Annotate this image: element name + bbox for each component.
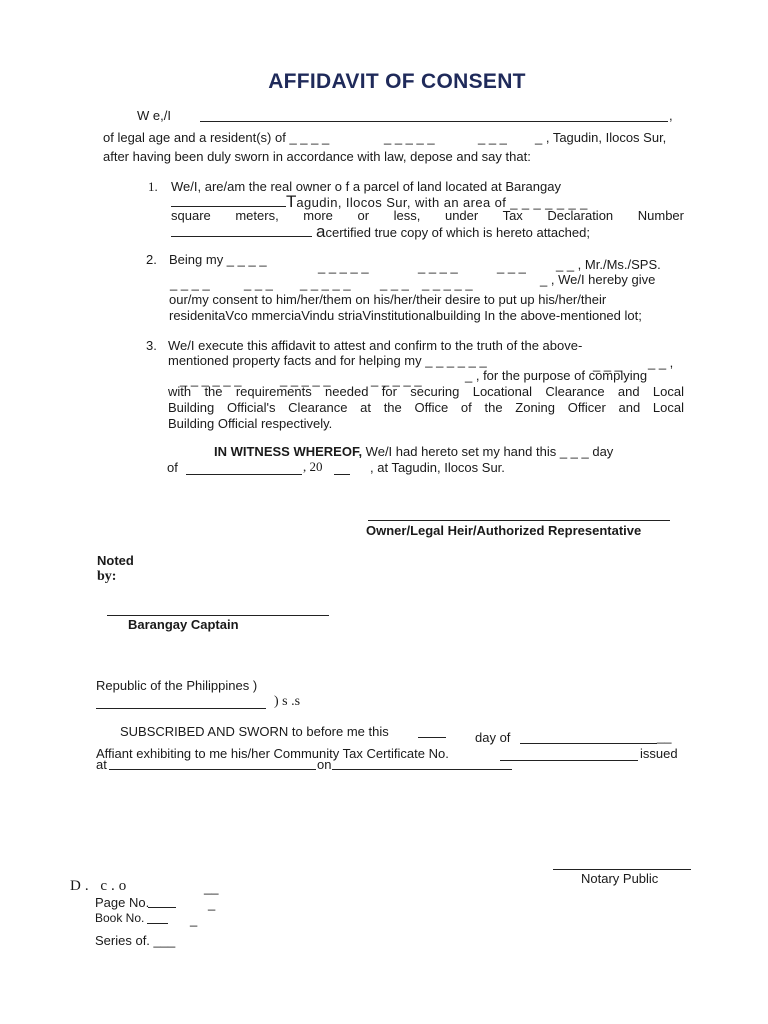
- day-of-label: day of: [475, 730, 511, 745]
- witness-year-label: , 20: [303, 459, 323, 474]
- item-1-number: 1.: [148, 179, 158, 194]
- item-2-line-1-blank-1: _ _ _ _ _: [318, 259, 369, 274]
- subscribed-day-blank-line[interactable]: [418, 737, 446, 738]
- venue-blank-line[interactable]: [96, 708, 266, 709]
- item-1-line-4: [316, 222, 590, 242]
- item-3-line-2-blank-1: _ _ _: [593, 357, 622, 372]
- series-of-label: Series of. ___: [95, 933, 176, 948]
- item-3-number: 3.: [146, 338, 157, 353]
- noted-by-label: by:: [97, 569, 117, 584]
- item-2-line-1-left: Being my _ _ _ _: [169, 252, 267, 267]
- book-no-label: Book No.: [95, 911, 145, 925]
- item-2-line-2-blank-1: _ _ _ _: [170, 276, 210, 291]
- residence-blank-2: _ _ _: [478, 130, 507, 145]
- item-2-line-4: residenitaVco mmerciaVindu striaVinstitutionalbuilding In the above-mentioned lot;: [169, 308, 642, 323]
- issued-at-blank-line[interactable]: [109, 769, 316, 770]
- item-2-line-2-blank-5: _ _ _ _ _: [422, 276, 473, 291]
- witness-of-label: of: [167, 460, 178, 475]
- witness-month-blank-line[interactable]: [186, 474, 302, 475]
- ctc-number-blank-line[interactable]: [500, 760, 638, 761]
- barangay-captain-signature-line[interactable]: [107, 615, 329, 616]
- item-1-line-3: square meters, more or less, under Tax Declaration Number: [171, 208, 684, 223]
- intro-comma: ,: [669, 108, 673, 123]
- item-3-line-2-left: mentioned property facts and for helping my _ _ _ _ _ _: [168, 353, 487, 368]
- noted-label: Noted: [97, 553, 134, 568]
- republic-label: Republic of the Philippines ): [96, 678, 258, 693]
- subscribed-month-blank-line[interactable]: [520, 743, 657, 744]
- item-1-line-2-t: T: [286, 192, 297, 211]
- residence-text-left: of legal age and a resident(s) of _ _ _ _: [103, 130, 330, 145]
- subscribed-text: SUBSCRIBED AND SWORN to before me this: [120, 724, 389, 739]
- we-i-label: W e,/I: [137, 108, 171, 123]
- barangay-blank-line[interactable]: [171, 206, 286, 207]
- item-2-line-2-blank-4: _ _ _: [380, 276, 409, 291]
- issued-on-blank-line[interactable]: [332, 769, 512, 770]
- item-3-line-3-blank-2: _ _ _ _ _: [280, 372, 331, 387]
- book-no-blank: _: [190, 912, 198, 927]
- at-label: at: [96, 757, 107, 772]
- item-3-line-1: We/I execute this affidavit to attest and confirm to the truth of the above-: [168, 338, 583, 353]
- item-2-line-1-blank-2: _ _ _ _: [418, 259, 458, 274]
- page-no-blank-line[interactable]: [148, 907, 176, 908]
- witness-line-1: [214, 444, 613, 459]
- name-blank-line[interactable]: [200, 121, 668, 122]
- item-2-line-1-right: _ _ , Mr./Ms./SPS.: [556, 257, 661, 272]
- item-1-line-4-rest: certified true copy of which is hereto attached;: [325, 225, 590, 240]
- item-3-line-6: Building Official respectively.: [168, 416, 333, 431]
- issued-label: issued: [640, 746, 678, 761]
- page-no-label: Page No.: [95, 895, 150, 910]
- item-2-number: 2.: [146, 252, 157, 267]
- sworn-text: after having been duly sworn in accordance with law, depose and say that:: [103, 149, 531, 164]
- witness-bold: IN WITNESS WHEREOF,: [214, 444, 363, 459]
- item-2-line-2-blank-2: _ _ _: [244, 276, 273, 291]
- witness-year-blank-line[interactable]: [334, 474, 350, 475]
- witness-place: , at Tagudin, Ilocos Sur.: [370, 460, 505, 475]
- item-2-line-2-blank-3: _ _ _ _ _: [300, 276, 351, 291]
- owner-signature-line[interactable]: [368, 520, 670, 521]
- book-no-blank-line[interactable]: [147, 923, 168, 924]
- doc-no-blank: __: [204, 880, 219, 895]
- owner-signature-label: Owner/Legal Heir/Authorized Representative: [366, 523, 642, 538]
- on-label: on: [317, 757, 332, 772]
- doc-no-label: D. c.o: [70, 878, 131, 894]
- witness-rest: We/I had hereto set my hand this _ _ _ day: [362, 444, 614, 459]
- affiant-text: Affiant exhibiting to me his/her Community Tax Certificate No.: [96, 746, 449, 761]
- residence-text-right: _ , Tagudin, Ilocos Sur,: [535, 130, 667, 145]
- subscribed-tail: __: [657, 729, 672, 744]
- notary-public-label: Notary Public: [581, 871, 659, 886]
- item-2-line-1-blank-3: _ _ _: [497, 259, 526, 274]
- document-title: AFFIDAVIT OF CONSENT: [268, 70, 526, 93]
- item-1-line-4-a: a: [316, 222, 326, 241]
- item-3-line-3-blank-1: _ _ _ _ _ _: [180, 372, 242, 387]
- item-3-line-2-right: _ _ ,: [648, 355, 674, 370]
- notary-signature-line[interactable]: [553, 869, 691, 870]
- item-2-line-3: our/my consent to him/her/them on his/her/their desire to put up his/her/their: [169, 292, 607, 307]
- item-1-line-1: We/I, are/am the real owner o f a parcel of land located at Barangay: [171, 179, 561, 194]
- barangay-captain-label: Barangay Captain: [128, 617, 239, 632]
- item-3-line-3-blank-3: _ _ _ _ _: [371, 372, 422, 387]
- item-3-line-4: with the requirements needed for securing Locational Clearance and Local: [168, 384, 684, 399]
- ss-label: ) s .s: [274, 694, 301, 709]
- item-1-line-2-rest: agudin, Ilocos Sur, with an area of _ _ _ _ _ _ _: [296, 195, 588, 210]
- page-no-blank: _: [208, 896, 216, 911]
- item-2-line-2-right: _ , We/I hereby give: [540, 272, 656, 287]
- item-3-line-3-right: _ , for the purpose of complying: [465, 368, 648, 383]
- residence-blank-1: _ _ _ _ _: [384, 130, 435, 145]
- item-3-line-5: Building Official's Clearance at the Office of the Zoning Officer and Local: [168, 400, 684, 415]
- tax-declaration-blank-line[interactable]: [171, 236, 312, 237]
